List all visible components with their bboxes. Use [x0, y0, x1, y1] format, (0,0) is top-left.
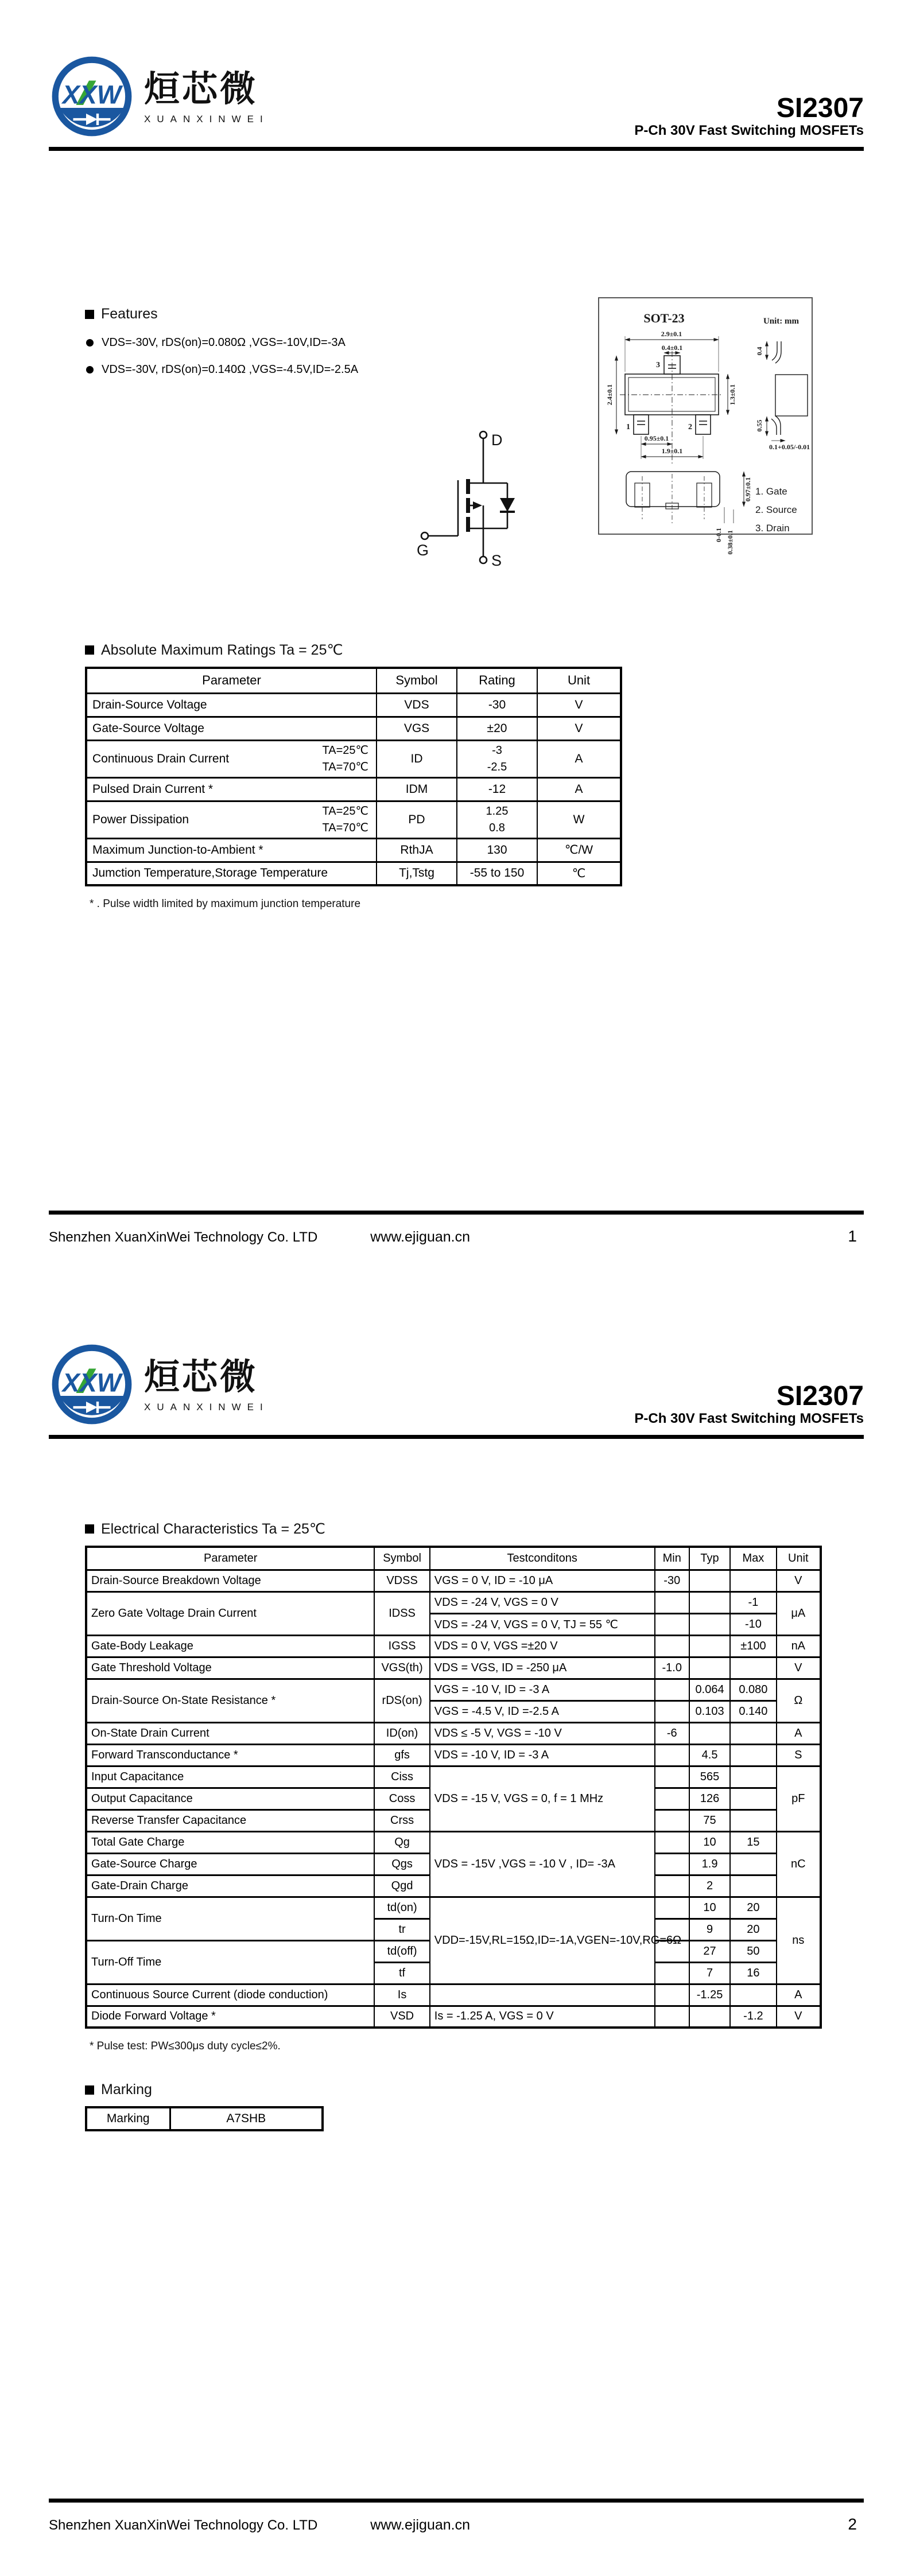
table-header-row: [86, 1547, 821, 1570]
abs-max-table: [85, 667, 622, 886]
rating-cell: -55 to 150: [457, 862, 537, 885]
typ-cell: 4.5: [689, 1744, 730, 1766]
part-subtitle: P-Ch 30V Fast Switching MOSFETs: [634, 123, 864, 138]
condition-cell: Is = -1.25 A, VGS = 0 V: [430, 2006, 655, 2028]
param-cell: Reverse Transfer Capacitance: [86, 1810, 374, 1831]
symbol-cell: IDM: [377, 777, 457, 801]
table-row: [86, 777, 621, 801]
typ-cell: [689, 1722, 730, 1744]
package-outline-box: [598, 297, 813, 555]
param-cell: Turn-Off Time: [86, 1940, 374, 1984]
min-cell: [655, 1831, 689, 1853]
brand-logo: [49, 1341, 269, 1428]
param-cell: Gate-Drain Charge: [86, 1875, 374, 1897]
terminal-label-source: S: [491, 552, 502, 569]
table-row: [86, 717, 621, 740]
marking-table: [85, 2106, 324, 2131]
condition-label: TA=70℃: [322, 760, 368, 773]
brand-name-cn: 烜芯微: [144, 1357, 258, 1397]
symbol-cell: rDS(on): [374, 1679, 429, 1722]
symbol-cell: VSD: [374, 2006, 429, 2028]
part-number: SI2307: [776, 1380, 864, 1411]
table-row: [86, 1657, 821, 1679]
typ-cell: 75: [689, 1810, 730, 1831]
param-cell: Gate-Source Voltage: [86, 717, 377, 740]
param-cell: Forward Transconductance *: [86, 1744, 374, 1766]
table-row: [86, 1744, 821, 1766]
feature-text: VDS=-30V, rDS(on)=0.080Ω ,VGS=-10V,ID=-3A: [102, 336, 346, 349]
table-row: [86, 1722, 821, 1744]
param-cell: Total Gate Charge: [86, 1831, 374, 1853]
param-cell: Zero Gate Voltage Drain Current: [86, 1591, 374, 1635]
unit-cell: pF: [777, 1766, 821, 1831]
section-square-icon: [85, 2085, 94, 2095]
package-unit-label: Unit: mm: [763, 317, 800, 326]
table-row: [86, 801, 621, 838]
unit-cell: ℃: [537, 862, 621, 885]
typ-cell: 0.103: [689, 1701, 730, 1722]
typ-cell: [689, 1591, 730, 1613]
param-cell: Gate Threshold Voltage: [86, 1657, 374, 1679]
features-title: Features: [101, 306, 158, 322]
section-electrical-characteristics: [85, 1520, 822, 2053]
min-cell: [655, 1744, 689, 1766]
max-cell: [730, 1570, 776, 1591]
max-cell: [730, 1788, 776, 1810]
dim-foot: 0.38±0.1: [726, 530, 734, 555]
max-cell: [730, 1744, 776, 1766]
logo-mark-icon: [49, 53, 135, 140]
feature-text: VDS=-30V, rDS(on)=0.140Ω ,VGS=-4.5V,ID=-2.5A: [102, 363, 359, 376]
condition-cell: VDS = 0 V, VGS =±20 V: [430, 1635, 655, 1657]
feature-item: [86, 363, 521, 376]
unit-cell: nA: [777, 1635, 821, 1657]
footer-website: www.ejiguan.cn: [370, 2517, 471, 2533]
brand-text: [144, 53, 269, 125]
unit-cell: V: [537, 693, 621, 717]
symbol-cell: PD: [377, 801, 457, 838]
min-cell: [655, 1766, 689, 1788]
unit-cell: V: [777, 1570, 821, 1591]
min-cell: [655, 1962, 689, 1984]
symbol-cell: IDSS: [374, 1591, 429, 1635]
min-cell: [655, 1810, 689, 1831]
typ-cell: 7: [689, 1962, 730, 1984]
min-cell: [655, 1591, 689, 1613]
param-cell: Drain-Source On-State Resistance *: [86, 1679, 374, 1722]
typ-cell: 126: [689, 1788, 730, 1810]
dim-total-height: 2.4±0.1: [606, 384, 614, 406]
package-bottom-view: [626, 472, 720, 509]
table-row: [86, 1591, 821, 1613]
min-cell: [655, 1635, 689, 1657]
dim-lead-thickness: 0.1+0.05/-0.01: [769, 443, 810, 451]
table-row: [86, 1831, 821, 1853]
condition-cell: VGS = -10 V, ID = -3 A: [430, 1679, 655, 1701]
electrical-characteristics-table: [85, 1546, 822, 2029]
dim-lead-top: 0.4: [755, 347, 763, 356]
elec-footnote: * Pulse test: PW≤300μs duty cycle≤2%.: [90, 2040, 281, 2052]
max-cell: [730, 1810, 776, 1831]
max-cell: 0.140: [730, 1701, 776, 1722]
symbol-cell: Qgs: [374, 1853, 429, 1875]
table-row: [86, 838, 621, 862]
condition-cell: VDS = -24 V, VGS = 0 V, TJ = 55 ℃: [430, 1613, 655, 1635]
col-header: Testconditons: [430, 1547, 655, 1570]
terminal-label-drain: D: [491, 431, 503, 449]
rating-cell: [457, 740, 537, 777]
param-cell: Diode Forward Voltage *: [86, 2006, 374, 2028]
pin-legend-source: 2. Source: [755, 504, 797, 515]
param-cell: Turn-On Time: [86, 1897, 374, 1940]
typ-cell: 0.064: [689, 1679, 730, 1701]
max-cell: ±100: [730, 1635, 776, 1657]
dim-body-width: 2.9±0.1: [661, 330, 682, 338]
symbol-cell: Ciss: [374, 1766, 429, 1788]
col-header: Max: [730, 1547, 776, 1570]
unit-cell: A: [537, 777, 621, 801]
param-label: Power Dissipation: [92, 812, 189, 826]
mosfet-symbol-block: [409, 426, 558, 572]
typ-cell: [689, 1613, 730, 1635]
page-number: 1: [848, 1227, 857, 1245]
condition-label: TA=25℃: [322, 804, 368, 818]
typ-cell: 10: [689, 1897, 730, 1919]
max-cell: [730, 1853, 776, 1875]
symbol-cell: Crss: [374, 1810, 429, 1831]
symbol-cell: ID(on): [374, 1722, 429, 1744]
part-title-block: [634, 1341, 864, 1428]
section-features: [85, 306, 521, 376]
page-number: 2: [848, 2515, 857, 2533]
condition-label: TA=70℃: [322, 821, 368, 834]
typ-cell: 9: [689, 1919, 730, 1940]
brand-logo: [49, 53, 269, 140]
brand-text: [144, 1341, 269, 1413]
max-cell: 15: [730, 1831, 776, 1853]
marking-title-row: [85, 2081, 324, 2098]
typ-cell: [689, 1657, 730, 1679]
max-cell: 16: [730, 1962, 776, 1984]
max-cell: 0.080: [730, 1679, 776, 1701]
section-absolute-maximum-ratings: [85, 641, 622, 910]
typ-cell: [689, 1570, 730, 1591]
marking-label-cell: Marking: [86, 2107, 170, 2130]
max-cell: 20: [730, 1897, 776, 1919]
col-header: Unit: [537, 668, 621, 693]
symbol-cell: VDS: [377, 693, 457, 717]
unit-cell: μA: [777, 1591, 821, 1635]
param-cell: On-State Drain Current: [86, 1722, 374, 1744]
col-header: Symbol: [377, 668, 457, 693]
package-top-view: [625, 356, 719, 434]
condition-cell: VDS ≤ -5 V, VGS = -10 V: [430, 1722, 655, 1744]
param-cell: Gate-Body Leakage: [86, 1635, 374, 1657]
marking-value-cell: A7SHB: [170, 2107, 323, 2130]
symbol-cell: VGS(th): [374, 1657, 429, 1679]
min-cell: [655, 1897, 689, 1919]
symbol-cell: Tj,Tstg: [377, 862, 457, 885]
bullet-dot-icon: [86, 366, 94, 373]
dim-pin-span: 1.9±0.1: [661, 447, 683, 455]
section-square-icon: [85, 645, 94, 655]
min-cell: [655, 1613, 689, 1635]
min-cell: -30: [655, 1570, 689, 1591]
condition-cell: VDS = VGS, ID = -250 μA: [430, 1657, 655, 1679]
unit-cell: W: [537, 801, 621, 838]
symbol-cell: td(on): [374, 1897, 429, 1919]
min-cell: [655, 1984, 689, 2006]
section-marking: [85, 2081, 324, 2131]
brand-name-cn: 烜芯微: [144, 69, 258, 109]
page-2: [0, 1288, 912, 2576]
footer-website: www.ejiguan.cn: [370, 1229, 471, 1245]
condition-cell: VDS = -15V ,VGS = -10 V , ID= -3A: [430, 1831, 655, 1897]
min-cell: -6: [655, 1722, 689, 1744]
table-row: [86, 2107, 323, 2130]
max-cell: [730, 1722, 776, 1744]
table-row: [86, 1766, 821, 1788]
col-header: Typ: [689, 1547, 730, 1570]
logo-abbr: XXW: [62, 1368, 122, 1398]
symbol-cell: tf: [374, 1962, 429, 1984]
col-header: Parameter: [86, 668, 377, 693]
footer-company: Shenzhen XuanXinWei Technology Co. LTD: [49, 1229, 318, 1245]
min-cell: [655, 1853, 689, 1875]
pin2-number: 2: [688, 423, 692, 431]
footer-company: Shenzhen XuanXinWei Technology Co. LTD: [49, 2517, 318, 2533]
min-cell: [655, 1701, 689, 1722]
logo-mark-icon: [49, 1341, 135, 1428]
symbol-cell: ID: [377, 740, 457, 777]
page-footer: [49, 1211, 864, 1246]
mosfet-schematic-icon: [409, 426, 558, 569]
mosfet-channel-bars: [466, 479, 482, 532]
rating-cell: -30: [457, 693, 537, 717]
rating-value: 1.25: [486, 804, 509, 818]
symbol-cell: VDSS: [374, 1570, 429, 1591]
col-header: Min: [655, 1547, 689, 1570]
pin-legend-drain: 3. Drain: [755, 523, 790, 534]
min-cell: [655, 1788, 689, 1810]
param-cell: Gate-Source Charge: [86, 1853, 374, 1875]
symbol-cell: Coss: [374, 1788, 429, 1810]
col-header: Symbol: [374, 1547, 429, 1570]
unit-cell: A: [777, 1984, 821, 2006]
condition-cell: VDS = -24 V, VGS = 0 V: [430, 1591, 655, 1613]
header-rule: [49, 147, 864, 151]
table-row: [86, 2006, 821, 2028]
min-cell: [655, 1679, 689, 1701]
symbol-cell: tr: [374, 1919, 429, 1940]
table-row: [86, 1679, 821, 1701]
unit-cell: ℃/W: [537, 838, 621, 862]
table-row: [86, 1635, 821, 1657]
page-header: [49, 53, 864, 140]
abs-max-title-row: [85, 641, 622, 659]
param-cell: Input Capacitance: [86, 1766, 374, 1788]
max-cell: [730, 1984, 776, 2006]
page-header: [49, 1341, 864, 1428]
pin3-number: 3: [656, 361, 660, 369]
rating-value: 0.8: [489, 821, 505, 834]
pin1-number: 1: [626, 423, 630, 431]
bottom-centerlines: [642, 474, 704, 525]
max-cell: [730, 1766, 776, 1788]
condition-cell: VGS = -4.5 V, ID =-2.5 A: [430, 1701, 655, 1722]
param-cell: [86, 740, 377, 777]
condition-cell: VGS = 0 V, ID = -10 μA: [430, 1570, 655, 1591]
unit-cell: Ω: [777, 1679, 821, 1722]
rating-cell: [457, 801, 537, 838]
param-cell: Drain-Source Breakdown Voltage: [86, 1570, 374, 1591]
elec-title-row: [85, 1520, 822, 1538]
max-cell: -10: [730, 1613, 776, 1635]
sot23-package-drawing: [599, 298, 812, 555]
header-rule: [49, 1435, 864, 1439]
condition-cell: VDS = -10 V, ID = -3 A: [430, 1744, 655, 1766]
table-row: [86, 1570, 821, 1591]
symbol-cell: VGS: [377, 717, 457, 740]
table-header-row: [86, 668, 621, 693]
symbol-cell: RthJA: [377, 838, 457, 862]
abs-max-footnote: * . Pulse width limited by maximum junction temperature: [90, 898, 361, 910]
unit-cell: S: [777, 1744, 821, 1766]
package-title: SOT-23: [643, 311, 685, 325]
typ-cell: [689, 2006, 730, 2028]
marking-title: Marking: [101, 2081, 152, 2098]
section-square-icon: [85, 1524, 94, 1534]
typ-cell: 2: [689, 1875, 730, 1897]
dim-body-height: 1.3±0.1: [728, 384, 736, 406]
unit-cell: A: [537, 740, 621, 777]
dim-lead-bottom: 0.55: [755, 419, 763, 432]
param-cell: Jumction Temperature,Storage Temperature: [86, 862, 377, 885]
abs-max-title: Absolute Maximum Ratings Ta = 25℃: [101, 642, 343, 658]
bullet-dot-icon: [86, 339, 94, 347]
logo-abbr: XXW: [62, 80, 122, 110]
typ-cell: -1.25: [689, 1984, 730, 2006]
max-cell: [730, 1657, 776, 1679]
unit-cell: ns: [777, 1897, 821, 1984]
param-cell: [86, 801, 377, 838]
rating-cell: ±20: [457, 717, 537, 740]
table-row: [86, 862, 621, 885]
bottom-dim-lines: [724, 472, 744, 523]
symbol-cell: Qgd: [374, 1875, 429, 1897]
typ-cell: 1.9: [689, 1853, 730, 1875]
typ-cell: 565: [689, 1766, 730, 1788]
col-header: Unit: [777, 1547, 821, 1570]
unit-cell: A: [777, 1722, 821, 1744]
dim-pin-pitch: 0.95±0.1: [644, 434, 669, 442]
part-title-block: [634, 53, 864, 140]
condition-cell: [430, 1984, 655, 2006]
features-title-row: [85, 306, 521, 322]
brand-name-en: XUANXINWEI: [144, 114, 269, 125]
param-cell: Continuous Source Current (diode conduction): [86, 1984, 374, 2006]
symbol-cell: Qg: [374, 1831, 429, 1853]
page-footer: [49, 2499, 864, 2534]
typ-cell: 27: [689, 1940, 730, 1962]
max-cell: [730, 1875, 776, 1897]
table-row: [86, 1897, 821, 1919]
table-row: [86, 693, 621, 717]
unit-cell: V: [777, 2006, 821, 2028]
dim-standoff: 0-0.1: [715, 528, 723, 542]
symbol-cell: Is: [374, 1984, 429, 2006]
rating-cell: 130: [457, 838, 537, 862]
condition-label: TA=25℃: [322, 744, 368, 757]
param-label: Continuous Drain Current: [92, 752, 230, 765]
unit-cell: nC: [777, 1831, 821, 1897]
col-header: Parameter: [86, 1547, 374, 1570]
brand-name-en: XUANXINWEI: [144, 1402, 269, 1413]
dim-pin-width: 0.4±0.1: [661, 344, 683, 352]
param-cell: Drain-Source Voltage: [86, 693, 377, 717]
symbol-cell: td(off): [374, 1940, 429, 1962]
param-cell: Pulsed Drain Current *: [86, 777, 377, 801]
max-cell: -1: [730, 1591, 776, 1613]
max-cell: 50: [730, 1940, 776, 1962]
body-diode-icon: [500, 498, 515, 512]
param-cell: Output Capacitance: [86, 1788, 374, 1810]
table-row: [86, 740, 621, 777]
table-row: [86, 1984, 821, 2006]
unit-cell: V: [537, 717, 621, 740]
min-cell: -1.0: [655, 1657, 689, 1679]
unit-cell: V: [777, 1657, 821, 1679]
terminal-label-gate: G: [417, 542, 429, 559]
param-cell: Maximum Junction-to-Ambient *: [86, 838, 377, 862]
typ-cell: [689, 1635, 730, 1657]
condition-cell: VDS = -15 V, VGS = 0, f = 1 MHz: [430, 1766, 655, 1831]
section-square-icon: [85, 310, 94, 319]
part-subtitle: P-Ch 30V Fast Switching MOSFETs: [634, 1411, 864, 1426]
max-cell: 20: [730, 1919, 776, 1940]
rating-value: -3: [492, 744, 502, 757]
min-cell: [655, 1875, 689, 1897]
feature-item: [86, 336, 521, 349]
condition-cell: VDD=-15V,RL=15Ω,ID=-1A,VGEN=-10V,RG=6Ω: [430, 1897, 655, 1984]
part-number: SI2307: [776, 92, 864, 123]
rating-value: -2.5: [487, 760, 507, 773]
min-cell: [655, 2006, 689, 2028]
dim-side-height: 0.97±0.1: [744, 477, 752, 502]
typ-cell: 10: [689, 1831, 730, 1853]
package-side-view: [771, 341, 808, 435]
elec-title: Electrical Characteristics Ta = 25℃: [101, 1521, 325, 1537]
pin-legend-gate: 1. Gate: [755, 486, 787, 497]
col-header: Rating: [457, 668, 537, 693]
symbol-cell: IGSS: [374, 1635, 429, 1657]
rating-cell: -12: [457, 777, 537, 801]
symbol-cell: gfs: [374, 1744, 429, 1766]
max-cell: -1.2: [730, 2006, 776, 2028]
